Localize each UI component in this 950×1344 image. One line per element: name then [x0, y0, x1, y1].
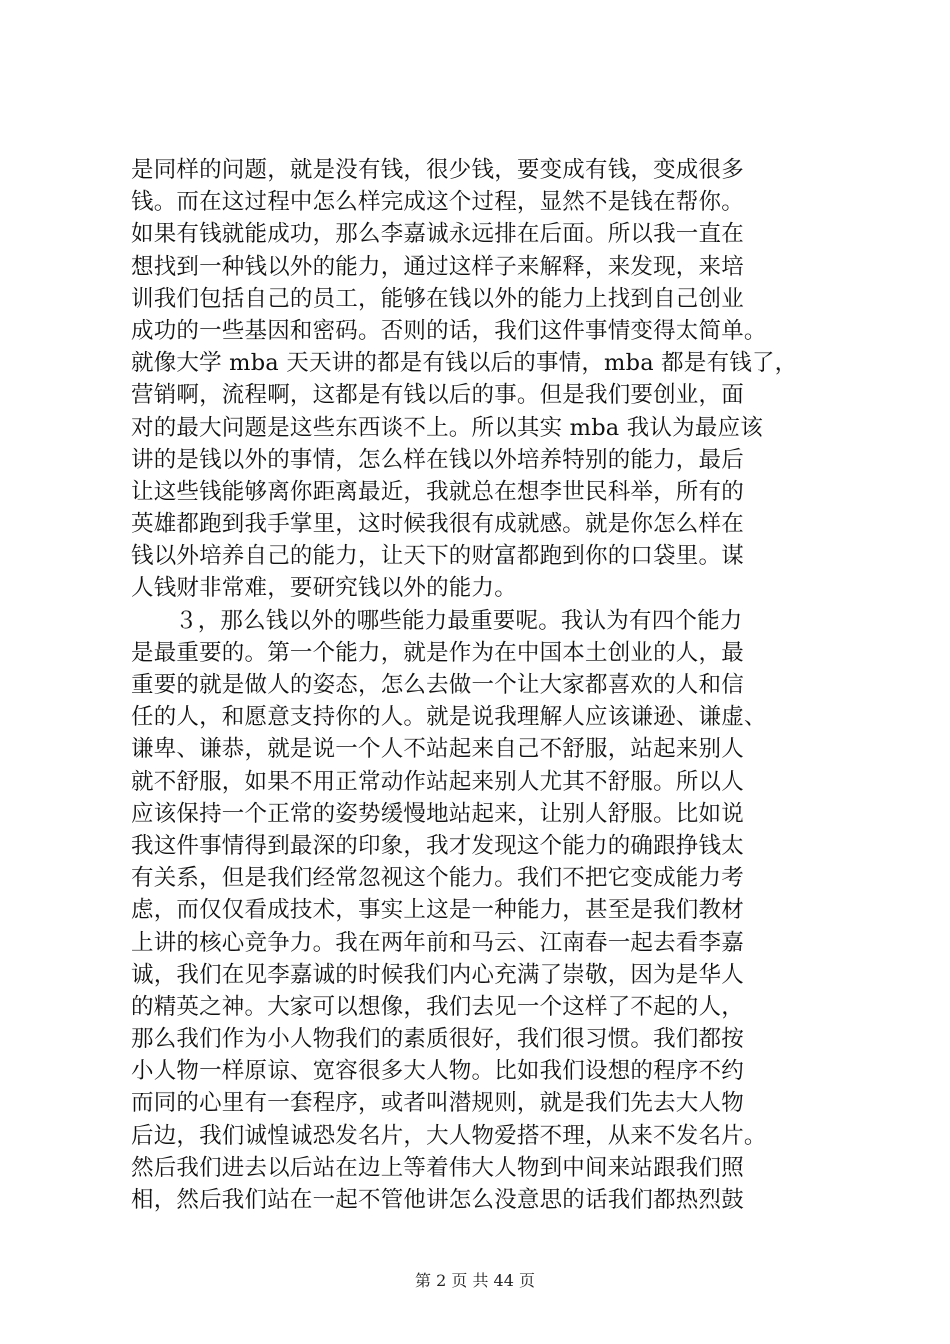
text-line: 训我们包括自己的员工，能够在钱以外的能力上找到自己创业: [131, 285, 744, 312]
text-line: 谦卑、谦恭，就是说一个人不站起来自己不舒服，站起来别人: [131, 736, 744, 763]
text-line: 虑，而仅仅看成技术，事实上这是一种能力，甚至是我们教材: [131, 897, 744, 924]
text-line: 任的人，和愿意支持你的人。就是说我理解人应该谦逊、谦虚、: [131, 704, 767, 731]
document-body: [131, 154, 851, 1216]
text-line: 的精英之神。大家可以想像，我们去见一个这样了不起的人，: [131, 993, 744, 1020]
text-line: 成功的一些基因和密码。否则的话，我们这件事情变得太简单。: [131, 317, 767, 344]
text-line: 相，然后我们站在一起不管他讲怎么没意思的话我们都热烈鼓: [131, 1187, 744, 1213]
text-line: 如果有钱就能成功，那么李嘉诚永远排在后面。所以我一直在: [131, 221, 744, 248]
text-line: 人钱财非常难，要研究钱以外的能力。: [131, 575, 517, 602]
text-line: 想找到一种钱以外的能力，通过这样子来解释，来发现，来培: [131, 253, 744, 280]
text-line: 钱。而在这过程中怎么样完成这个过程，显然不是钱在帮你。: [131, 189, 744, 216]
text-line: 诚，我们在见李嘉诚的时候我们内心充满了崇敬，因为是华人: [131, 961, 744, 988]
text-line: 有关系，但是我们经常忽视这个能力。我们不把它变成能力考: [131, 865, 744, 892]
text-line: 讲的是钱以外的事情，怎么样在钱以外培养特别的能力，最后: [131, 446, 744, 473]
text-line: 重要的就是做人的姿态，怎么去做一个让大家都喜欢的人和信: [131, 672, 744, 698]
text-line: 应该保持一个正常的姿势缓慢地站起来，让别人舒服。比如说: [131, 800, 744, 827]
text-line: 就像大学 mba 天天讲的都是有钱以后的事情，mba 都是有钱了，: [131, 350, 798, 377]
text-line: 上讲的核心竞争力。我在两年前和马云、江南春一起去看李嘉: [131, 929, 744, 956]
text-line: 钱以外培养自己的能力，让天下的财富都跑到你的口袋里。谋: [131, 543, 744, 570]
text-line: 是同样的问题，就是没有钱，很少钱，要变成有钱，变成很多: [131, 157, 744, 183]
text-line: 小人物一样原谅、宽容很多大人物。比如我们设想的程序不约: [131, 1058, 744, 1085]
text-line: 营销啊，流程啊，这都是有钱以后的事。但是我们要创业，面: [131, 382, 744, 409]
text-line: 就不舒服，如果不用正常动作站起来别人尤其不舒服。所以人: [131, 768, 744, 795]
text-line: 是最重要的。第一个能力，就是作为在中国本土创业的人，最: [131, 639, 744, 666]
page-number-footer: 第 2 页 共 44 页: [415, 1271, 535, 1290]
text-line: 然后我们进去以后站在边上等着伟大人物到中间来站跟我们照: [131, 1154, 744, 1181]
text-line: 后边，我们诚惶诚恐发名片，大人物爱搭不理，从来不发名片。: [131, 1122, 767, 1149]
text-line: 而同的心里有一套程序，或者叫潜规则，就是我们先去大人物: [131, 1090, 744, 1117]
text-line: 让这些钱能够离你距离最近，我就总在想李世民科举，所有的: [131, 478, 744, 505]
paragraph-start-line: ３，那么钱以外的哪些能力最重要呢。我认为有四个能力: [175, 607, 743, 634]
text-line: 对的最大问题是这些东西谈不上。所以其实 mba 我认为最应该: [131, 414, 763, 441]
text-line: 我这件事情得到最深的印象，我才发现这个能力的确跟挣钱太: [131, 832, 744, 859]
text-line: 那么我们作为小人物我们的素质很好，我们很习惯。我们都按: [131, 1026, 744, 1053]
text-line: 英雄都跑到我手掌里，这时候我很有成就感。就是你怎么样在: [131, 511, 744, 538]
